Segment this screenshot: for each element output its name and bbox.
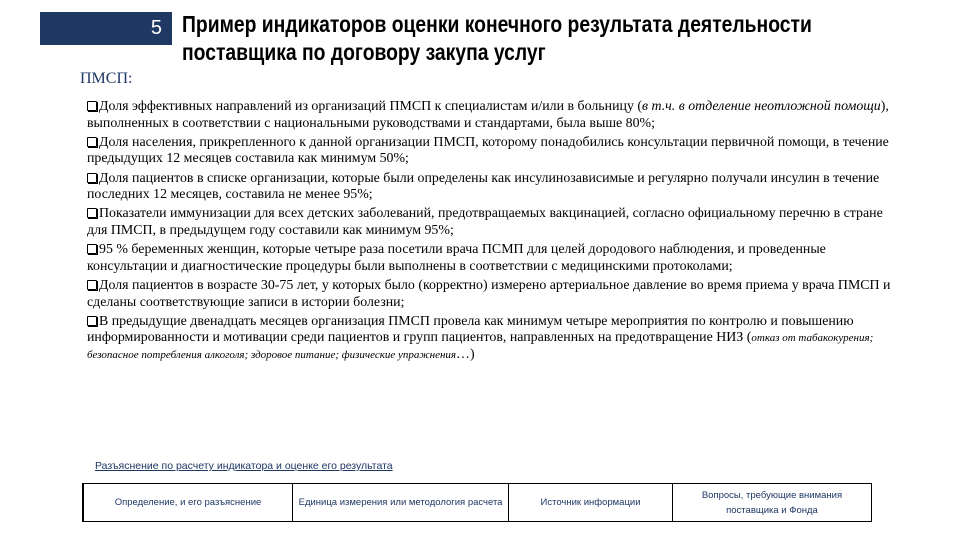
list-item-text: В предыдущие двенадцать месяцев организация ПМСП провела как минимум четыре мероприятия по контролю и повышению информированности и мотивации среди пациентов и групп пациентов, направленных на предотвращение НИЗ ( <box>87 313 854 346</box>
title-line-2: поставщика по договору закупа услуг <box>182 39 546 65</box>
table-header-unit: Единица измерения или методология расчета <box>293 484 509 522</box>
list-item-text: ), выполненных в соответствии с национальными руководствами и стандартами, была выше 80%; <box>87 99 889 131</box>
table-header-definition: Определение, и его разъяснение <box>83 484 293 522</box>
checkbox-bullet-icon <box>87 137 97 147</box>
list-item-text: 95 % беременных женщин, которые четыре раза посетили врача ПСМП для целей дородового наблюдения, и проведенные консультации и диагностические процедуры были выполнены в соответствии с медицинскими протоколами; <box>87 242 826 274</box>
list-item <box>87 135 892 168</box>
table-header-row <box>83 484 872 522</box>
list-item <box>87 99 892 132</box>
title-line-1: Пример индикаторов оценки конечного результата деятельности <box>182 11 812 37</box>
table-header-questions: Вопросы, требующие внимания поставщика и Фонда <box>672 484 871 522</box>
list-item <box>87 206 892 239</box>
list-item-text: Показатели иммунизации для всех детских заболеваний, предотвращаемых вакцинацией, согласно официальному перечню в стране для ПМСП, в предыдущем году составили как минимум 95%; <box>87 206 883 238</box>
list-item <box>87 314 892 364</box>
explanation-table <box>82 483 872 522</box>
table-header-source: Источник информации <box>509 484 673 522</box>
checkbox-bullet-icon <box>87 208 97 218</box>
explanation-note: Разъяснение по расчету индикатора и оценке его результата <box>95 460 393 472</box>
page-title <box>182 10 812 66</box>
list-item-text: отказ от табакокурения; безопасное потребления алкоголя; здоровое питание; физические упражнения <box>87 332 874 361</box>
checkbox-bullet-icon <box>87 101 97 111</box>
slide-number: 5 <box>150 17 162 39</box>
checkbox-bullet-icon <box>87 316 97 326</box>
list-item-text: Доля эффективных направлений из организаций ПМСП к специалистам и/или в больницу ( <box>99 99 642 114</box>
list-item-text: Доля населения, прикрепленного к данной организации ПМСП, которому понадобились консультации первичной помощи, в течение предыдущих 12 месяцев составила как минимум 50%; <box>87 134 889 167</box>
list-item-text: Доля пациентов в списке организации, которые были определены как инсулинозависимые и регулярно получали инсулин в течение последних 12 месяцев, составила не менее 95%; <box>87 170 880 203</box>
checkbox-bullet-icon <box>87 244 97 254</box>
list-item-text: …) <box>456 346 475 362</box>
list-item <box>87 242 892 275</box>
list-item-text: Доля пациентов в возрасте 30-75 лет, у которых было (корректно) измерено артериальное давление во время приема у врача ПМСП и сделаны соответствующие записи в истории болезни; <box>87 277 891 310</box>
checkbox-bullet-icon <box>87 280 97 290</box>
slide-number-box <box>40 12 172 45</box>
list-item <box>87 171 892 204</box>
checkbox-bullet-icon <box>87 173 97 183</box>
section-label: ПМСП: <box>80 70 133 87</box>
list-item <box>87 278 892 311</box>
list-item-text: в т.ч. в отделение неотложной помощи <box>641 99 881 114</box>
indicator-list <box>87 99 892 366</box>
